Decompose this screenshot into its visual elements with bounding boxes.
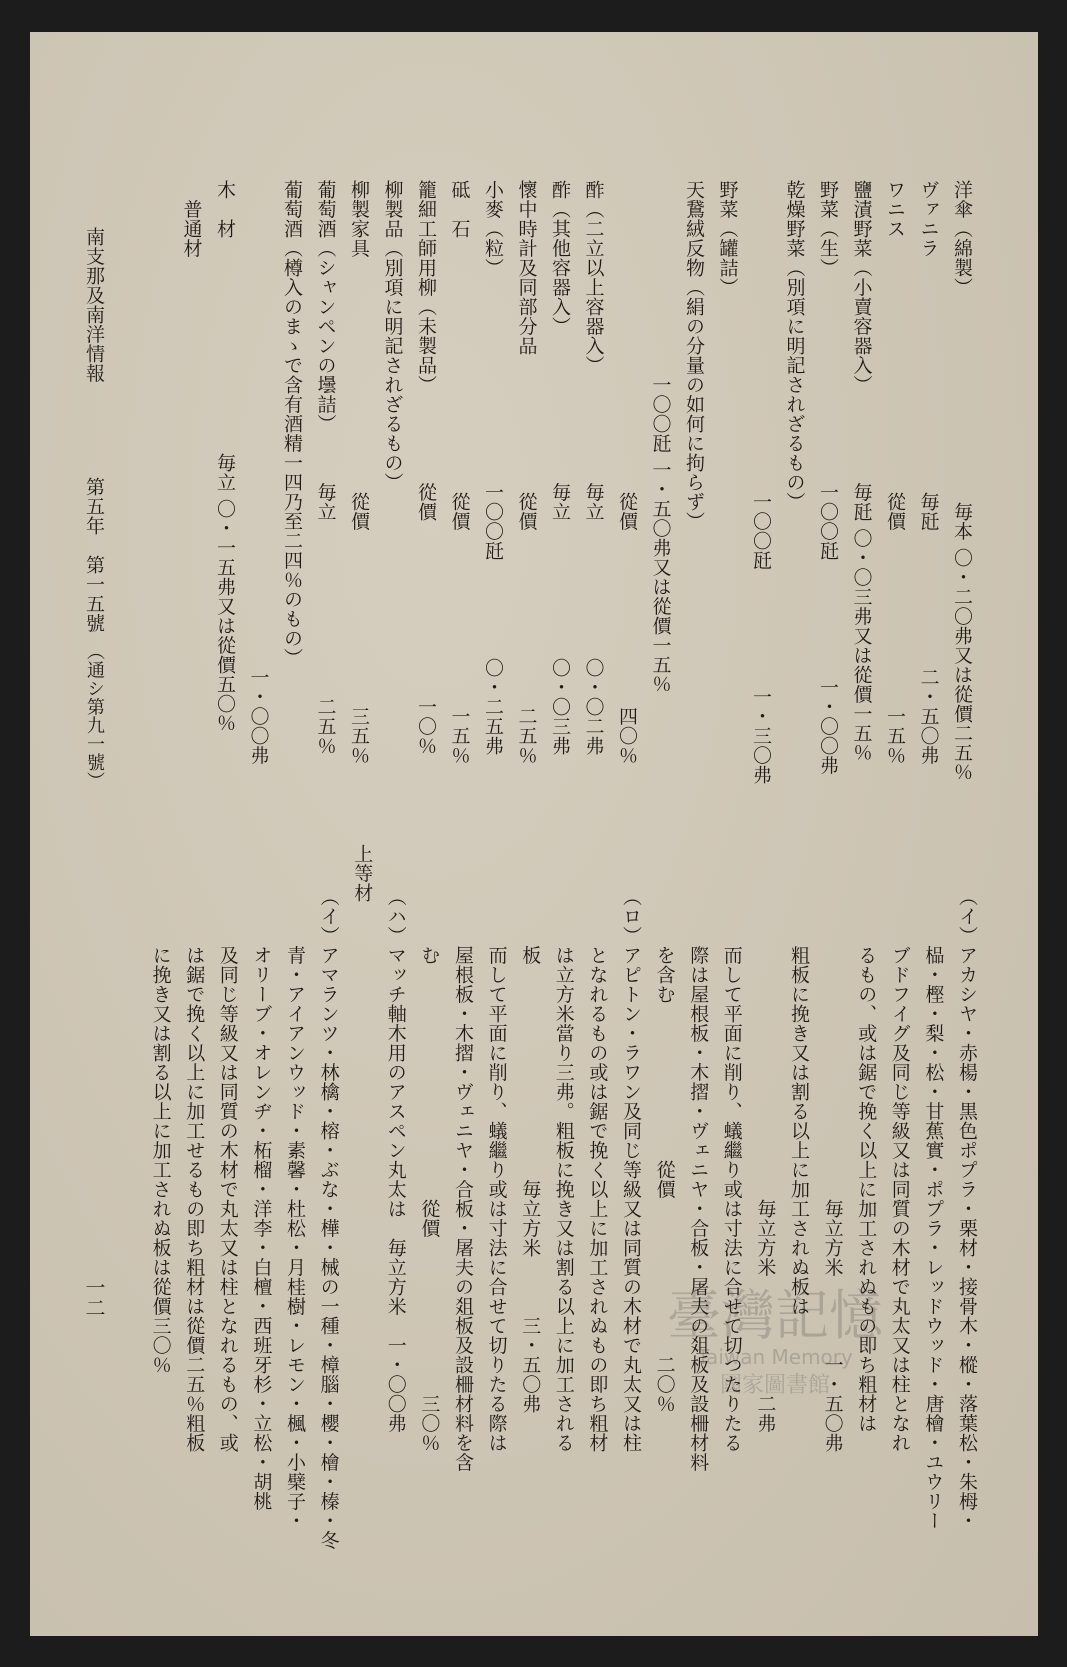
svg-text:國家圖書館: 國家圖書館	[719, 1373, 831, 1398]
timber-text-line: 粗板に挽き又は割る以上に加工されぬ板は	[788, 887, 810, 1316]
timber-text-line: 及同じ等級又は同質の木材で丸太又は柱となれるもの、或	[216, 887, 239, 1453]
timber-text-line: は立方米當り三弗。粗板に挽き又は割る以上に加工される	[552, 887, 575, 1453]
tariff-row: 酢（二立以上容器入） 毎立 〇・〇二弗	[582, 180, 605, 756]
tariff-row: 柳製品（別項に明記されざるもの）	[381, 180, 404, 492]
tariff-row: 普通材	[180, 180, 203, 258]
tariff-row: 一・〇〇弗	[247, 180, 270, 765]
timber-text-line: 毎立方米 二弗	[754, 887, 777, 1433]
document-page	[30, 32, 1038, 1636]
timber-text-line: 屋根板・木摺・ヴェニヤ・合板・屠夫の爼板及設柵材料を含	[452, 887, 474, 1472]
tariff-row: 葡萄酒（シャンペンの壜詰） 毎立 二五％	[314, 180, 337, 756]
tariff-row: 鹽漬野菜（小賣容器入） 毎瓩 〇・〇三弗又は從價一五％	[850, 180, 873, 763]
tariff-row: 籠細工師用柳（未製品） 從價 一〇％	[415, 180, 437, 756]
journal-title: 南支那及南洋情報	[83, 227, 105, 383]
timber-text-line: オリーブ・オレンヂ・柘榴・洋李・白檀・西班牙杉・立松・胡桃	[250, 887, 273, 1511]
timber-text-line: となれるもの或は鋸で挽く以上に加工されぬもの即ち粗材	[586, 887, 609, 1453]
timber-text-line: 而して平面に削り、蟻繼り或は寸法に合せて切りたる際は	[485, 887, 508, 1453]
tariff-row: 一〇〇瓩 一・五〇弗又は從價一五％	[649, 180, 672, 694]
tariff-row: 洋傘（綿製） 毎本 〇・二〇弗又は從價二五％	[951, 180, 973, 782]
timber-text-line: ブドフイグ及同じ等級又は同質の木材で丸太又は柱となれ	[888, 887, 911, 1453]
timber-text-line: に挽き又は割る以上に加工されぬ板は從價三〇％	[149, 887, 172, 1375]
tariff-row: 酢（其他容器入） 毎立 〇・〇三弗	[549, 180, 571, 756]
tariff-row: 木 材 毎立 〇・一五弗又は從價五〇％	[214, 180, 236, 733]
timber-text-line: （ハ）マッチ軸木用のアスペン丸太は 毎立方米 一・〇〇弗	[384, 887, 407, 1433]
timber-text-line: は鋸で挽く以上に加工せるもの即ち粗材は從價二五％粗板	[183, 887, 206, 1453]
timber-text-line: 而して平面に削り、蟻繼り或は寸法に合せて切つたりたる	[720, 887, 743, 1453]
tariff-row: 從價 四〇％	[616, 180, 638, 765]
timber-text-line: を含む 從價 二〇％	[653, 887, 676, 1414]
timber-text-line: 板 毎立方米 三・五〇弗	[519, 887, 542, 1414]
tariff-row: 柳製家具 從價 三五％	[348, 180, 370, 765]
timber-text-line: 上等材	[351, 844, 374, 903]
volume-number: 第五年 第一五號	[83, 477, 105, 633]
timber-text-line: 際は屋根板・木摺・ヴェニヤ・合板・屠夫の爼板及設柵材料	[687, 887, 710, 1472]
tariff-row: ワニス 從價 一五％	[884, 180, 906, 765]
page-number: 一二	[82, 1277, 106, 1318]
svg-text:Taiwan Memory: Taiwan Memory	[697, 1345, 853, 1369]
tariff-row: 砥 石 從價 一五％	[448, 180, 471, 765]
tariff-row: 懷中時計及同部分品 從價 二五％	[515, 180, 538, 765]
tariff-row: 野菜（生） 一〇〇瓩 一・〇〇弗	[817, 180, 839, 775]
timber-text-line: （イ）アカシヤ・赤楊・黒色ポプラ・栗材・接骨木・樅・落葉松・朱栂・	[956, 887, 978, 1531]
timber-text-line: 毎立方米 一・五〇弗	[821, 887, 844, 1453]
svg-text:臺灣記憶: 臺灣記憶	[667, 1284, 883, 1347]
tariff-row: ヴァニラ 毎瓩 二・五〇弗	[917, 180, 940, 765]
tariff-row: 野菜（罐詰）	[716, 180, 739, 297]
timber-text-line: （ロ）アピトン・ラワン及同じ等級又は同質の木材で丸太又は柱	[620, 887, 642, 1453]
tariff-row: 小麥（粒） 一〇〇瓩 〇・二五弗	[482, 180, 504, 756]
tariff-row: 乾燥野菜（別項に明記されざるもの）	[783, 180, 806, 512]
timber-text-line: （イ）アマランツ・林檎・榕・ぶな・樺・械の一種・樟腦・櫻・檜・榛・冬	[317, 887, 340, 1550]
tariff-row: 一〇〇瓩 一・三〇弗	[750, 180, 772, 785]
timber-text-line: む 從價 三〇％	[418, 887, 441, 1453]
timber-text-line: るもの、或は鋸で挽く以上に加工されぬもの即ち粗材は	[855, 887, 878, 1433]
issue-note: （通シ第九一號）	[84, 642, 105, 790]
timber-text-line: 榀・樫・梨・松・甘蕉實・ポプラ・レッドウッド・唐檜・ユウリー	[922, 887, 945, 1531]
tariff-row: 葡萄酒（樽入のまゝで含有酒精一四乃至二四％のもの）	[281, 180, 303, 668]
tariff-row: 天鵞絨反物（絹の分量の如何に拘らず）	[683, 180, 705, 531]
timber-text-line: 青・アイアンウッド・素馨・杜松・月桂樹・レモン・楓・小檗子・	[284, 887, 306, 1531]
